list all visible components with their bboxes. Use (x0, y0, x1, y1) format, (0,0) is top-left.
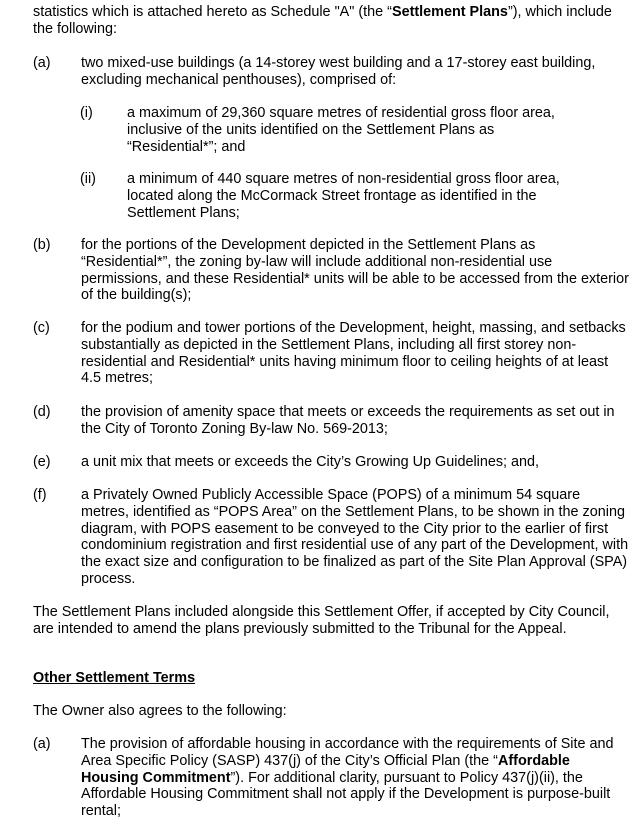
list-item-text: for the podium and tower portions of the Development, height, massing, and setbacks substantially as depicted in the Settlement Plans, including all first storey non-residential and Residential* units having minimum floor to ceiling heights of at least 4.5 metres; (81, 320, 626, 387)
sublist-item-label: (ii) (80, 171, 96, 187)
list-item-label: (b) (33, 237, 51, 253)
settlement-plans-term: Settlement Plans (391, 4, 508, 20)
list-item-label: (c) (33, 320, 50, 336)
affordable-housing-commitment-term: Affordable Housing Commitment (81, 752, 570, 786)
list-item-text: a Privately Owned Publicly Accessible Space (POPS) of a minimum 54 square metres, identified as “POPS Area” on the Settlement Plans, to be shown in the zoning diagram, with POPS easement to be conveyed to the City prior to the earlier of first condominium registration and first residential use of any part of the Development, with the exact size and configuration to be finalized as part of the Site Plan Approval (SPA) process. (81, 487, 629, 587)
final-item-text-end: ”). For additional clarity, pursuant to Policy 437(j)(ii), the Affordable Housing Commitment shall not apply if the Development is purpose-built rental; (81, 769, 611, 820)
list-item-label: (f) (33, 487, 47, 503)
list-item-label: (a) (33, 55, 51, 71)
final-item-text-start: The provision of affordable housing in accordance with the requirements of Site and Area Specific Policy (SASP) 437(j) of the City’s Official Plan (the “ (81, 736, 614, 769)
list-item-label: (a) (33, 736, 51, 752)
sublist-item-text: a minimum of 440 square metres of non-residential gross floor area, located along the McCormack Street frontage as identified in the Settlement Plans; (127, 171, 560, 221)
sublist-item-text: a maximum of 29,360 square metres of residential gross floor area, inclusive of the units identified on the Settlement Plans as “Residential*”; and (127, 105, 555, 155)
list-item-text: the provision of amenity space that meets or exceeds the requirements as set out in the City of Toronto Zoning By-law No. 569-2013; (81, 404, 615, 437)
list-item-label: (d) (33, 404, 51, 420)
list-item-label: (e) (33, 454, 51, 470)
intro-text-end: ”), which include the following: (33, 4, 612, 37)
section-heading: Other Settlement Terms (33, 670, 196, 686)
owner-intro: The Owner also agrees to the following: (33, 703, 287, 719)
list-item-text: for the portions of the Development depicted in the Settlement Plans as “Residential*”, the zoning by-law will include additional non-residential use permissions, and these Residential* units will be able to be accessed from the exterior of the building(s); (81, 237, 629, 304)
sublist-item-label: (i) (80, 105, 93, 121)
list-item-text: two mixed-use buildings (a 14-storey west building and a 17-storey east building, excluding mechanical penthouses), comprised of: (81, 55, 596, 88)
intro-text-start: statistics which is attached hereto as Schedule "A" (the “ (33, 4, 392, 20)
list-item-text (81, 736, 629, 820)
list-item-text: a unit mix that meets or exceeds the City’s Growing Up Guidelines; and, (81, 454, 540, 470)
intro-paragraph (33, 4, 627, 38)
closing-paragraph: The Settlement Plans included alongside this Settlement Offer, if accepted by City Council, are intended to amend the plans previously submitted to the Tribunal for the Appeal. (33, 604, 610, 637)
